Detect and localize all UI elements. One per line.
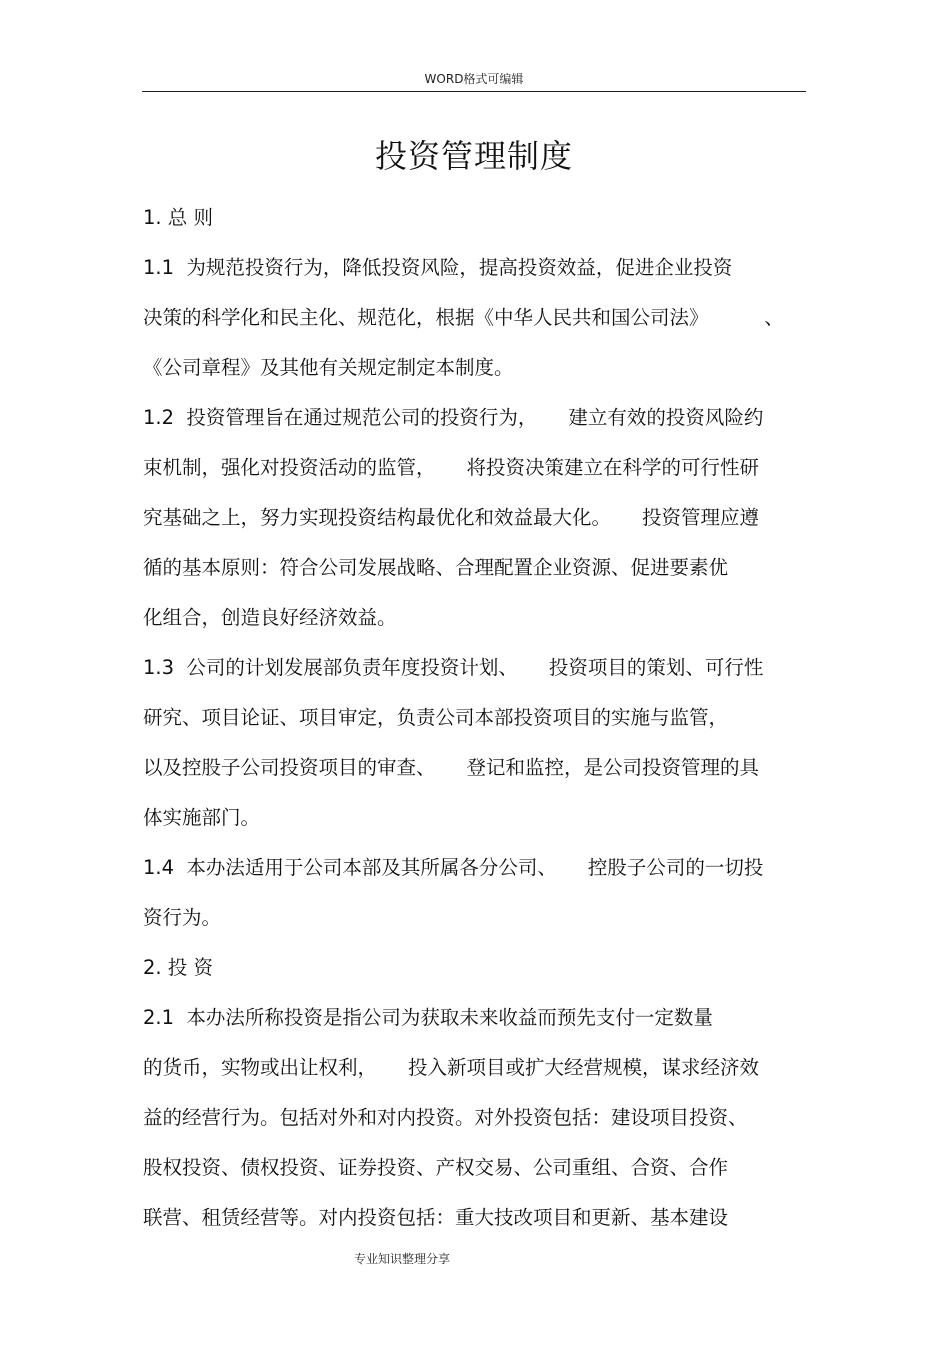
body-line: 资行为。	[143, 906, 222, 929]
page-footer: 专业知识整理分享	[353, 1252, 450, 1266]
body-line: 1.3 公司的计划发展部负责年度投资计划、 投资项目的策划、可行性	[143, 656, 764, 679]
body-line: 化组合，创造良好经济效益。	[143, 606, 397, 629]
page-header: WORD格式可编辑	[424, 72, 524, 86]
body-line: 以及控股子公司投资项目的审查、 登记和监控，是公司投资管理的具	[143, 756, 759, 779]
body-line: 2.1 本办法所称投资是指公司为获取未来收益而预先支付一定数量	[143, 1006, 713, 1029]
header-divider	[142, 91, 806, 92]
body-line: 1.4 本办法适用于公司本部及其所属各分公司、 控股子公司的一切投	[143, 856, 764, 879]
body-line: 《公司章程》及其他有关规定制定本制度。	[143, 356, 514, 379]
body-line: 循的基本原则：符合公司发展战略、合理配置企业资源、促进要素优	[143, 556, 729, 579]
body-line: 的货币，实物或出让权利， 投入新项目或扩大经营规模，谋求经济效	[143, 1056, 759, 1079]
body-line: 股权投资、债权投资、证券投资、产权交易、公司重组、合资、合作	[143, 1156, 729, 1179]
document-body	[143, 193, 808, 1243]
body-line: 束机制，强化对投资活动的监管， 将投资决策建立在科学的可行性研	[143, 456, 759, 479]
document-title: 投资管理制度	[374, 137, 573, 175]
body-line: 1.1 为规范投资行为，降低投资风险，提高投资效益，促进企业投资	[143, 256, 733, 279]
body-line: 体实施部门。	[143, 806, 261, 829]
body-line: 联营、租赁经营等。对内投资包括：重大技改项目和更新、基本建设	[143, 1206, 729, 1229]
body-line: 研究、项目论证、项目审定，负责公司本部投资项目的实施与监管，	[143, 706, 729, 729]
section-heading: 2. 投 资	[143, 956, 214, 979]
section-heading: 1. 总 则	[143, 206, 214, 229]
body-line: 究基础之上，努力实现投资结构最优化和效益最大化。 投资管理应遵	[143, 506, 759, 529]
body-line: 决策的科学化和民主化、规范化，根据《中华人民共和国公司法》 、	[143, 306, 784, 329]
body-line: 益的经营行为。包括对外和对内投资。对外投资包括：建设项目投资、	[143, 1106, 748, 1129]
body-line: 1.2 投资管理旨在通过规范公司的投资行为， 建立有效的投资风险约	[143, 406, 764, 429]
